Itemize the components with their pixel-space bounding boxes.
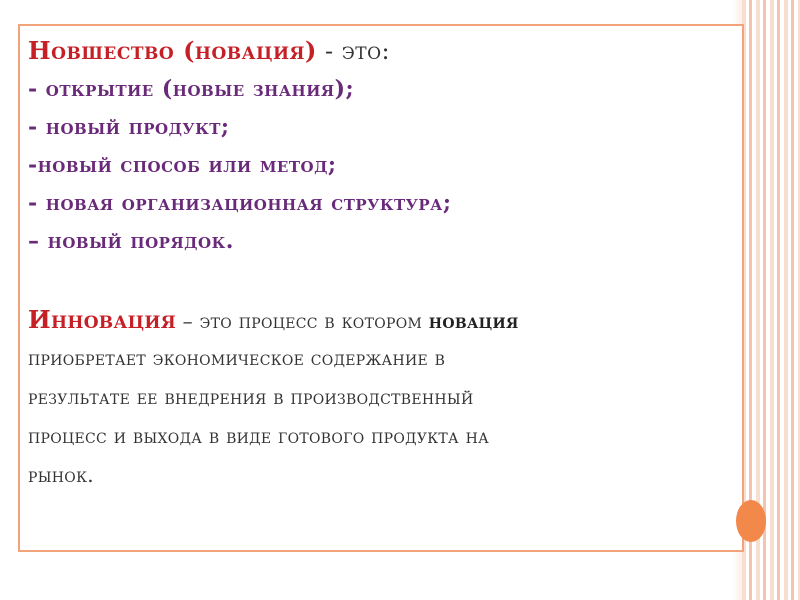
spacer	[28, 260, 728, 300]
definition-line: приобретает экономическое содержание в	[28, 346, 446, 370]
list-item: - новая организационная структура;	[28, 190, 452, 216]
heading-separator: - это:	[316, 37, 391, 65]
slide-content	[28, 32, 728, 495]
decorative-circle	[736, 500, 766, 542]
definition-term: Инновация	[28, 305, 177, 334]
list-item: - открытие (новые знания);	[28, 76, 355, 102]
slide-heading	[28, 32, 728, 70]
heading-term: Новшество (новация)	[28, 36, 317, 65]
list-item: -новый способ или метод;	[28, 152, 337, 178]
definition-line: рынок.	[28, 463, 94, 487]
list-item: – новый порядок.	[28, 228, 234, 254]
definition-line	[28, 300, 728, 339]
definition-bold-term: новация	[428, 309, 519, 333]
definition-text: – это процесс в котором	[176, 309, 429, 333]
list-item: - новый продукт;	[28, 114, 230, 140]
definition-line: процесс и выхода в виде готового продукта на	[28, 424, 490, 448]
definition-line: результате ее внедрения в производственный	[28, 385, 474, 409]
